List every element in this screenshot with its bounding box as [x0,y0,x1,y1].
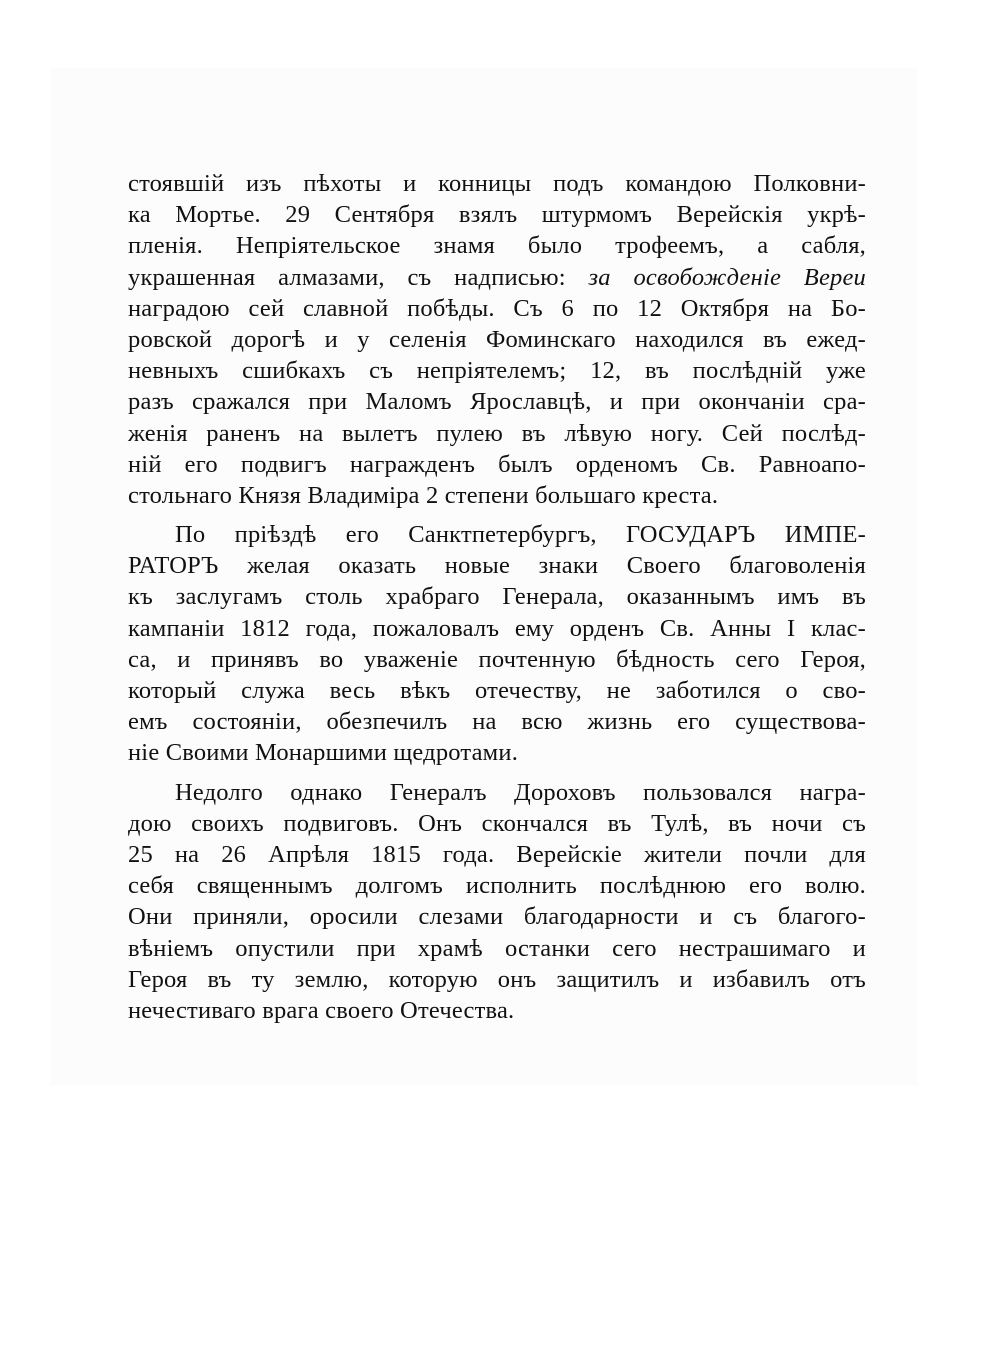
italic-inscription: за освобожденіе Вереи [588,263,866,291]
text-line: Они приняли, оросили слезами благодарности и съ благого- [128,903,866,931]
paragraph-2 [128,519,866,769]
paragraph-1 [128,168,866,511]
text-line: къ заслугамъ столь храбраго Генерала, оказаннымъ имъ въ [128,583,866,611]
text-line: пленія. Непріятельское знамя было трофеемъ, а сабля, [128,232,866,260]
text-line: ній его подвигъ награжденъ былъ орденомъ Св. Равноапо- [128,450,866,478]
text-line: вѣніемъ опустили при храмѣ останки сего нестрашимаго и [128,934,866,962]
text-line: ніе Своими Монаршими щедротами. [128,739,519,767]
text-line: РАТОРЪ желая оказать новые знаки Своего благоволенія [128,552,866,580]
text-line: Героя въ ту землю, которую онъ защитилъ и избавилъ отъ [128,965,866,993]
text-line: наградою сей славной побѣды. Съ 6 по 12 Октября на Бо- [128,294,866,322]
text-line: ровской дорогѣ и у селенія Фоминскаго находился въ ежед- [128,325,866,353]
text-line: дою своихъ подвиговъ. Онъ скончался въ Тулѣ, въ ночи съ [128,809,866,837]
text-line: са, и принявъ во уваженіе почтенную бѣдность сего Героя, [128,645,866,673]
text-line: нечестиваго врага своего Отечества. [128,996,515,1024]
text-line: который служа весь вѣкъ отечеству, не заботился о сво- [128,677,866,704]
text-line-with-italic [128,262,866,293]
text-line: По пріѣздѣ его Санктпетербургъ, ГОСУДАРЪ ИМПЕ- [175,521,866,549]
text-line: разъ сражался при Маломъ Ярославцѣ, и при окончаніи сра- [128,388,866,416]
text-segment: украшенная алмазами, съ надписью: [128,263,589,291]
text-line: кампаніи 1812 года, пожаловалъ ему орденъ Св. Анны I клас- [128,614,866,642]
text-line: 25 на 26 Апрѣля 1815 года. Верейскіе жители почли для [128,840,866,868]
paragraph-3 [128,777,866,1027]
text-line: невныхъ сшибкахъ съ непріятелемъ; 12, въ послѣдній уже [128,357,866,385]
text-line: стоявшій изъ пѣхоты и конницы подъ командою Полковни- [128,170,866,197]
text-line: Недолго однако Генералъ Дороховъ пользовался награ- [175,778,866,806]
text-line: емъ состояніи, обезпечилъ на всю жизнь его существова- [128,708,866,736]
text-line: себя священнымъ долгомъ исполнить послѣднюю его волю. [128,872,866,900]
text-line: женія раненъ на вылетъ пулею въ лѣвую ногу. Сей послѣд- [128,419,866,447]
page-text [128,168,866,1034]
text-line: ка Мортье. 29 Сентября взялъ штурмомъ Верейскія укрѣ- [128,201,866,229]
text-line: стольнаго Князя Владиміра 2 степени большаго креста. [128,481,719,509]
